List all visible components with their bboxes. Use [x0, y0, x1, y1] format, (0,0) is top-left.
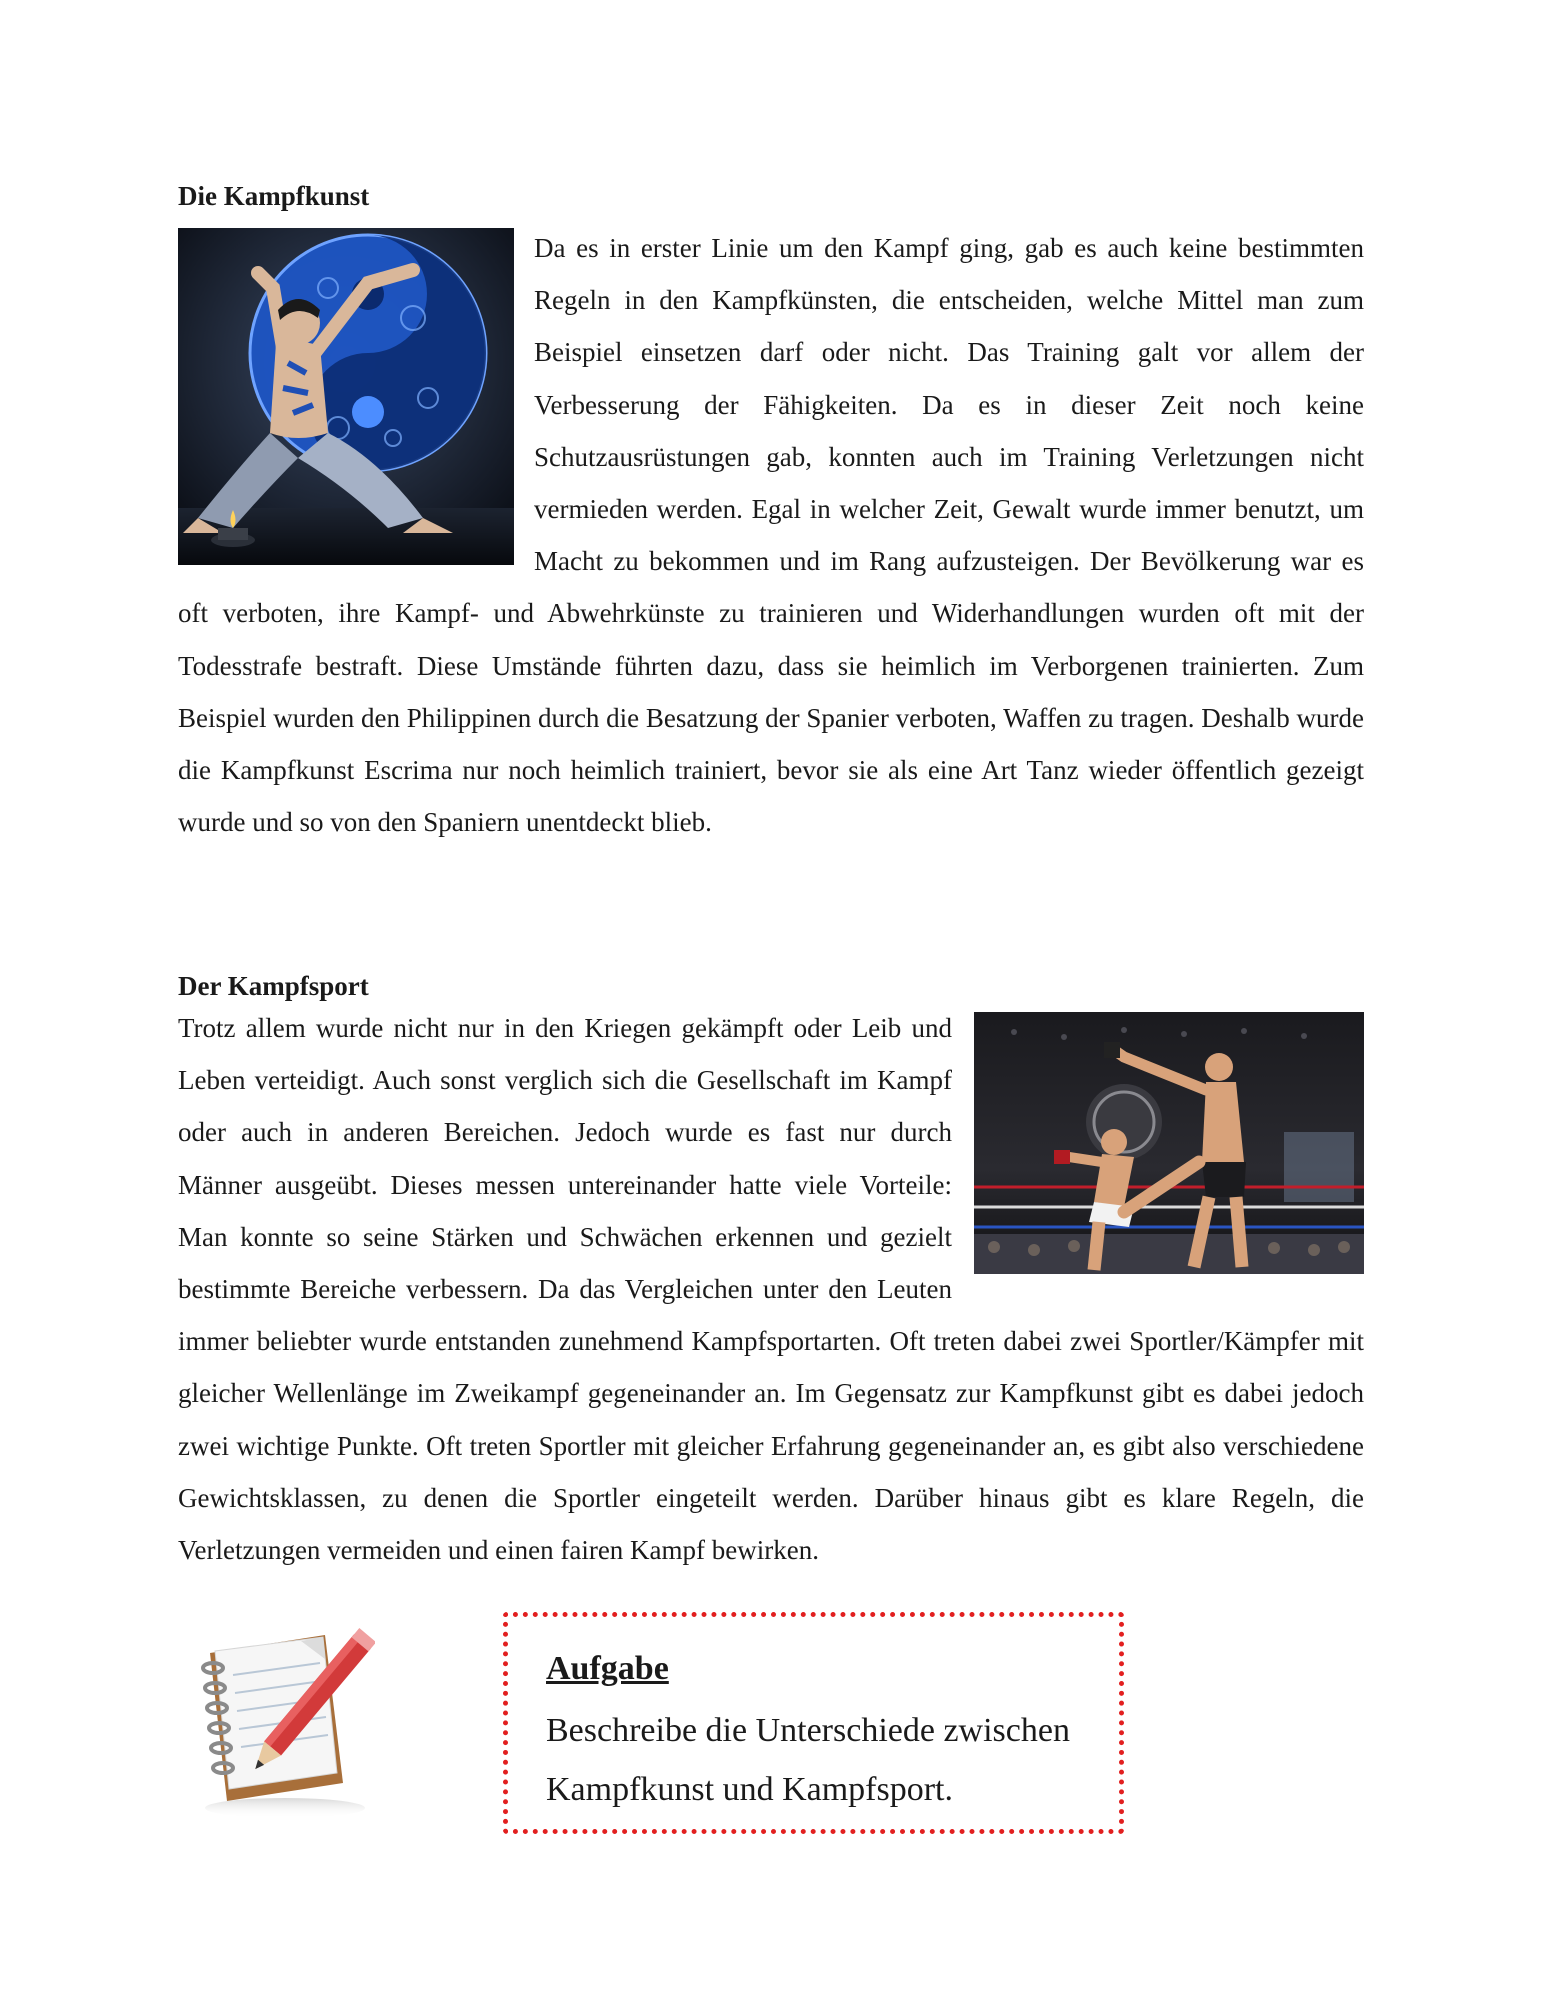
- section-kampfsport-body: [178, 1002, 1364, 1576]
- notepad-pencil-icon: [175, 1613, 375, 1823]
- section-kampfkunst-body: [178, 222, 1364, 848]
- task-box: [503, 1612, 1124, 1834]
- section-heading-kampfkunst: Die Kampfkunst: [178, 181, 370, 211]
- mma-fight-photo: [974, 1012, 1364, 1274]
- section-heading-kampfsport: Der Kampfsport: [178, 971, 369, 1001]
- paragraph-kampfkunst: Da es in erster Linie um den Kampf ging, gab es auch keine bestimmten Regeln in den Kampfkünsten, die entscheiden, welche Mittel man zum Beispiel einsetzen darf oder nicht. Das Training galt vor allem der Verbesserung der Fähigkeiten. Da es in dieser Zeit noch keine Schutzausrüstungen gab, konnten auch im Training Verletzungen nicht vermieden werden. Egal in welcher Zeit, Gewalt wurde immer benutzt, um Macht zu bekommen und im Rang aufzusteigen. Der Bevölkerung war es oft verboten, ihre Kampf- und Abwehrkünste zu trainieren und Widerhandlungen wurden oft mit der Todesstrafe bestraft. Diese Umstände führten dazu, dass sie heimlich im Verborgenen trainierten. Zum Beispiel wurden den Philippinen durch die Besatzung der Spanier verboten, Waffen zu tragen. Deshalb wurde die Kampfkunst Escrima nur noch heimlich trainiert, bevor sie als eine Art Tanz wieder öffentlich gezeigt wurde und so von den Spaniern unentdeckt blieb.: [178, 233, 1364, 838]
- task-title: Aufgabe: [546, 1650, 669, 1687]
- notepad-illustration: [175, 1613, 375, 1823]
- paragraph-kampfsport: Trotz allem wurde nicht nur in den Kriegen gekämpft oder Leib und Leben verteidigt. Auch sonst verglich sich die Gesellschaft im Kampf oder auch in anderen Bereichen. Jedoch wurde es fast nur durch Männer ausgeübt. Dieses messen untereinander hatte viele Vorteile: Man konnte so seine Stärken und Schwächen erkennen und gezielt bestimmte Bereiche verbessern. Da das Vergleichen unter den Leuten immer beliebter wurde entstanden zunehmend Kampfsportarten. Oft treten dabei zwei Sportler/Kämpfer mit gleicher Wellenlänge im Zweikampf gegeneinander an. Im Gegensatz zur Kampfkunst gibt es dabei jedoch zwei wichtige Punkte. Oft treten Sportler mit gleicher Erfahrung gegeneinander an, es gibt also verschiedene Gewichtsklassen, zu denen die Sportler eingeteilt werden. Darüber hinaus gibt es klare Regeln, die Verletzungen vermeiden und einen fairen Kampf bewirken.: [178, 1013, 1364, 1566]
- mma-fight-image: [974, 1012, 1364, 1274]
- martial-artist-image: [178, 228, 514, 565]
- task-text: Beschreibe die Unterschiede zwischen Kampfkunst und Kampfsport.: [546, 1712, 1070, 1808]
- martial-artist-illustration: [178, 228, 514, 565]
